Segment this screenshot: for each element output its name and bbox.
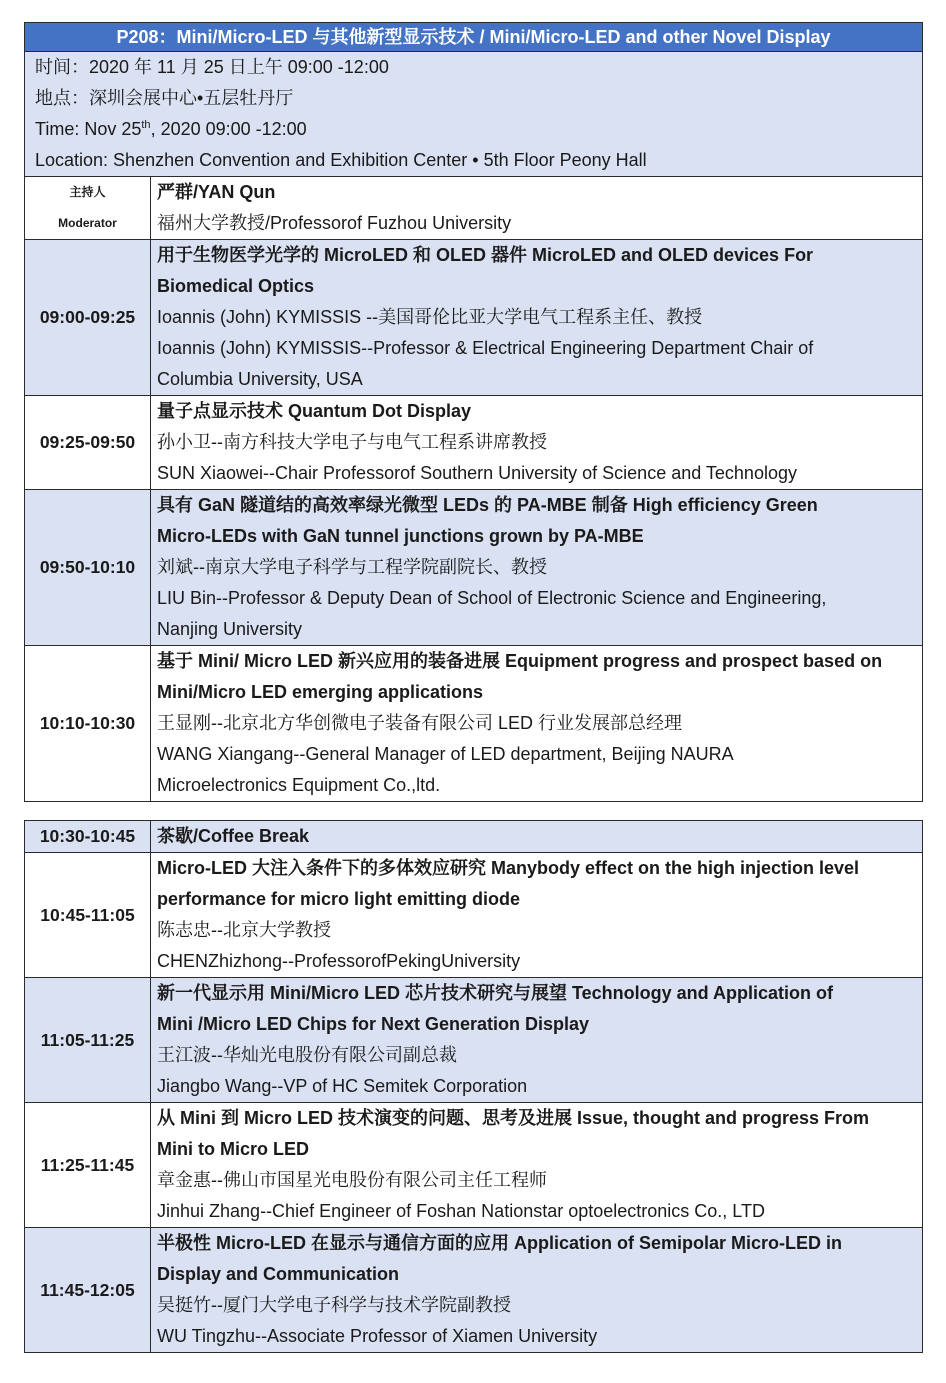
schedule-table-2 — [24, 820, 923, 1353]
speaker-en: SUN Xiaowei--Chair Professorof Southern University of Science and Technology — [157, 463, 797, 483]
speaker-en: Jinhui Zhang--Chief Engineer of Foshan Nationstar optoelectronics Co., LTD — [157, 1201, 765, 1221]
session-row — [25, 646, 923, 802]
session-row — [25, 396, 923, 490]
session-time: 11:25-11:45 — [25, 1103, 151, 1228]
location-en: Location: Shenzhen Convention and Exhibition Center • 5th Floor Peony Hall — [35, 150, 647, 170]
session-info — [25, 52, 923, 177]
talk-title: 量子点显示技术 Quantum Dot Display — [157, 401, 472, 421]
time-en: Time: Nov 25th, 2020 09:00 -12:00 — [35, 119, 307, 139]
session-title: P208：Mini/Micro-LED 与其他新型显示技术 / Mini/Micro-LED and other Novel Display — [116, 27, 831, 47]
time-cn: 时间：2020 年 11 月 25 日上午 09:00 -12:00 — [35, 57, 389, 77]
talk-title: 从 Mini 到 Micro LED 技术演变的问题、思考及进展 Issue, thought and progress From — [157, 1108, 870, 1128]
break-label: 茶歇/Coffee Break — [151, 821, 923, 853]
session-time: 09:50-10:10 — [25, 490, 151, 646]
session-header — [25, 23, 923, 52]
talk-title: 用于生物医学光学的 MicroLED 和 OLED 器件 MicroLED and OLED devices For — [157, 245, 814, 265]
moderator-name: 严群/YAN Qun — [157, 182, 276, 202]
speaker-en: CHENZhizhong--ProfessorofPekingUniversity — [157, 951, 521, 971]
talk-title: Micro-LEDs with GaN tunnel junctions grown by PA-MBE — [157, 526, 644, 546]
session-row — [25, 978, 923, 1103]
session-time: 09:00-09:25 — [25, 240, 151, 396]
break-time: 10:30-10:45 — [25, 821, 151, 853]
talk-title: 具有 GaN 隧道结的高效率绿光微型 LEDs 的 PA-MBE 制备 High efficiency Green — [157, 495, 818, 515]
talk-title: Biomedical Optics — [157, 276, 315, 296]
session-row — [25, 1103, 923, 1228]
speaker-cn: 孙小卫--南方科技大学电子与电气工程系讲席教授 — [157, 432, 547, 452]
talk-title: 新一代显示用 Mini/Micro LED 芯片技术研究与展望 Technology and Application of — [157, 983, 833, 1003]
speaker-en: Jiangbo Wang--VP of HC Semitek Corporation — [157, 1076, 528, 1096]
location-cn: 地点：深圳会展中心•五层牡丹厅 — [35, 88, 294, 108]
session-row — [25, 853, 923, 978]
moderator-row — [25, 177, 923, 240]
talk-title: 基于 Mini/ Micro LED 新兴应用的装备进展 Equipment progress and prospect based on — [157, 651, 883, 671]
speaker-en: LIU Bin--Professor & Deputy Dean of School of Electronic Science and Engineering, — [157, 588, 827, 608]
speaker-cn: 陈志忠--北京大学教授 — [157, 920, 331, 940]
speaker-en: Nanjing University — [157, 619, 303, 639]
break-row — [25, 821, 923, 853]
session-row — [25, 240, 923, 396]
moderator-label: 主持人 Moderator — [25, 177, 151, 240]
talk-title: Mini to Micro LED — [157, 1139, 309, 1159]
session-time: 09:25-09:50 — [25, 396, 151, 490]
talk-title: Mini/Micro LED emerging applications — [157, 682, 484, 702]
speaker-en: Ioannis (John) KYMISSIS--Professor & Electrical Engineering Department Chair of — [157, 338, 814, 358]
talk-title: 半极性 Micro-LED 在显示与通信方面的应用 Application of Semipolar Micro-LED in — [157, 1233, 843, 1253]
speaker-en: Columbia University, USA — [157, 369, 363, 389]
speaker-cn: 王显刚--北京北方华创微电子装备有限公司 LED 行业发展部总经理 — [157, 713, 683, 733]
speaker-cn: 吴挺竹--厦门大学电子科学与技术学院副教授 — [157, 1295, 511, 1315]
session-time: 11:05-11:25 — [25, 978, 151, 1103]
speaker-en: WU Tingzhu--Associate Professor of Xiamen University — [157, 1326, 598, 1346]
speaker-en: Microelectronics Equipment Co.,ltd. — [157, 775, 441, 795]
speaker-cn: Ioannis (John) KYMISSIS --美国哥伦比亚大学电气工程系主任、教授 — [157, 307, 703, 327]
session-time: 10:45-11:05 — [25, 853, 151, 978]
speaker-cn: 章金惠--佛山市国星光电股份有限公司主任工程师 — [157, 1170, 547, 1190]
session-time: 11:45-12:05 — [25, 1228, 151, 1353]
session-row — [25, 1228, 923, 1353]
speaker-en: WANG Xiangang--General Manager of LED department, Beijing NAURA — [157, 744, 734, 764]
talk-title: Display and Communication — [157, 1264, 400, 1284]
session-time: 10:10-10:30 — [25, 646, 151, 802]
talk-title: performance for micro light emitting diode — [157, 889, 521, 909]
speaker-cn: 刘斌--南京大学电子科学与工程学院副院长、教授 — [157, 557, 547, 577]
moderator-affiliation: 福州大学教授/Professorof Fuzhou University — [157, 213, 512, 233]
talk-title: Mini /Micro LED Chips for Next Generation Display — [157, 1014, 590, 1034]
moderator-details — [151, 177, 923, 240]
talk-title: Micro-LED 大注入条件下的多体效应研究 Manybody effect on the high injection level — [157, 858, 860, 878]
speaker-cn: 王江波--华灿光电股份有限公司副总裁 — [157, 1045, 457, 1065]
session-row — [25, 490, 923, 646]
schedule-table-1 — [24, 22, 923, 802]
